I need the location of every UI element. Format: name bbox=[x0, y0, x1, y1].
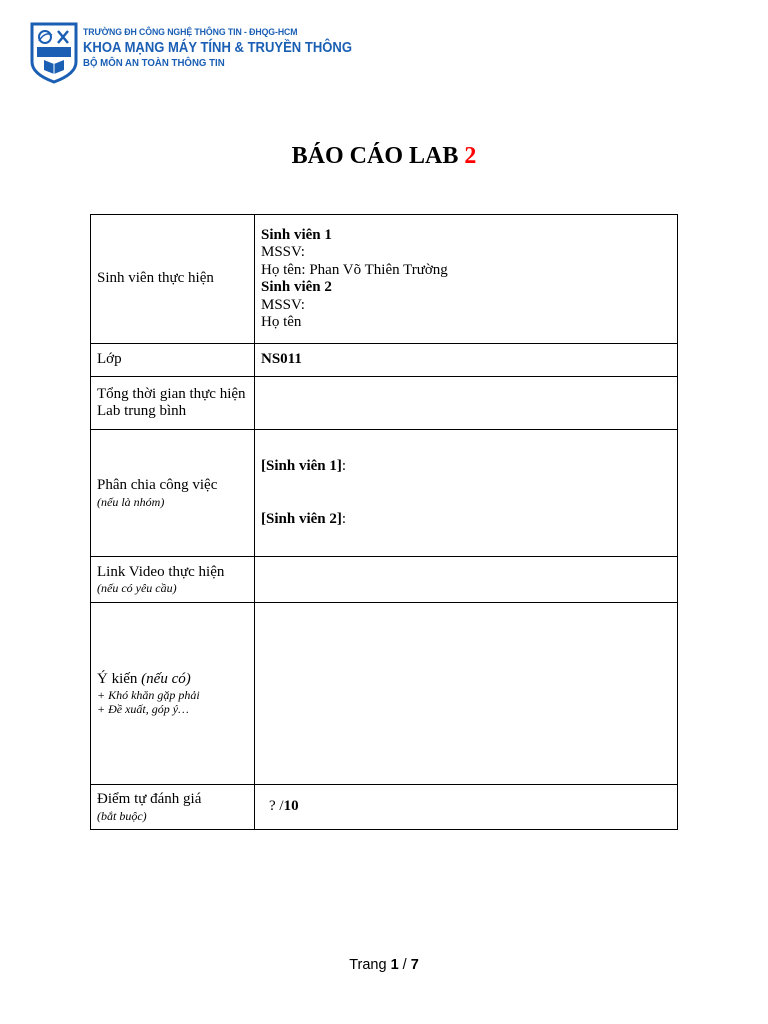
table-row-opinion bbox=[91, 603, 678, 785]
division-student1-colon: : bbox=[341, 457, 347, 474]
university-shield-logo-icon bbox=[30, 22, 78, 84]
score-label: Điểm tự đánh giá bbox=[97, 791, 202, 808]
opinion-label-cell bbox=[91, 603, 255, 785]
division-student2-colon: : bbox=[341, 511, 347, 527]
student2-title: Sinh viên 2 bbox=[261, 279, 332, 295]
footer-prefix: Trang bbox=[349, 957, 387, 973]
time-label: Tổng thời gian thực hiện Lab trung bình bbox=[91, 377, 255, 430]
lab-number: 2 bbox=[464, 143, 477, 169]
opinion-label-note: (nếu có) bbox=[141, 670, 191, 687]
student1-title: Sinh viên 1 bbox=[261, 226, 332, 243]
opinion-item-difficulties: + Khó khăn gặp phải bbox=[97, 688, 200, 703]
score-prefix: ? / bbox=[269, 798, 284, 815]
score-cell bbox=[255, 785, 678, 830]
page-number-footer bbox=[0, 957, 768, 973]
division-label-cell bbox=[91, 430, 255, 557]
class-label: Lớp bbox=[91, 344, 255, 377]
student1-id: MSSV: bbox=[261, 244, 305, 260]
header-department-name: BỘ MÔN AN TOÀN THÔNG TIN bbox=[83, 57, 225, 69]
opinion-value bbox=[255, 603, 678, 785]
footer-current-page: 1 bbox=[390, 957, 399, 973]
video-value bbox=[255, 557, 678, 603]
report-title bbox=[0, 143, 768, 170]
student2-name: Họ tên bbox=[261, 314, 302, 330]
student2-id: MSSV: bbox=[261, 296, 305, 313]
division-note: (nếu là nhóm) bbox=[97, 494, 165, 509]
header-faculty-name: KHOA MẠNG MÁY TÍNH & TRUYỀN THÔNG bbox=[83, 40, 352, 56]
score-max: 10 bbox=[283, 798, 299, 815]
video-label: Link Video thực hiện bbox=[97, 563, 225, 580]
table-row-video bbox=[91, 557, 678, 603]
score-label-cell bbox=[91, 785, 255, 830]
table-row-division bbox=[91, 430, 678, 557]
division-cell bbox=[255, 430, 678, 557]
video-label-cell bbox=[91, 557, 255, 603]
division-student1-tag: [Sinh viên 1] bbox=[261, 457, 342, 474]
division-student2-tag: [Sinh viên 2] bbox=[261, 511, 342, 527]
video-note: (nếu có yêu cầu) bbox=[97, 581, 177, 596]
students-label: Sinh viên thực hiện bbox=[91, 215, 255, 344]
table-row-students bbox=[91, 215, 678, 344]
class-value: NS011 bbox=[255, 344, 678, 377]
score-note: (bắt buộc) bbox=[97, 808, 147, 823]
footer-separator: / bbox=[402, 957, 407, 973]
header-university-name: TRƯỜNG ĐH CÔNG NGHỆ THÔNG TIN - ĐHQG-HCM bbox=[83, 27, 298, 38]
student1-name: Họ tên: Phan Võ Thiên Trường bbox=[261, 261, 448, 278]
opinion-item-suggestions: + Đề xuất, góp ý… bbox=[97, 702, 189, 717]
table-row-time bbox=[91, 377, 678, 430]
opinion-label: Ý kiến bbox=[97, 670, 138, 687]
division-label: Phân chia công việc bbox=[97, 477, 218, 494]
time-value bbox=[255, 377, 678, 430]
report-title-text: BÁO CÁO LAB bbox=[291, 143, 459, 169]
table-row-class bbox=[91, 344, 678, 377]
table-row-score bbox=[91, 785, 678, 830]
students-cell bbox=[255, 215, 678, 344]
footer-total-pages: 7 bbox=[410, 957, 419, 973]
report-info-table bbox=[90, 214, 678, 830]
